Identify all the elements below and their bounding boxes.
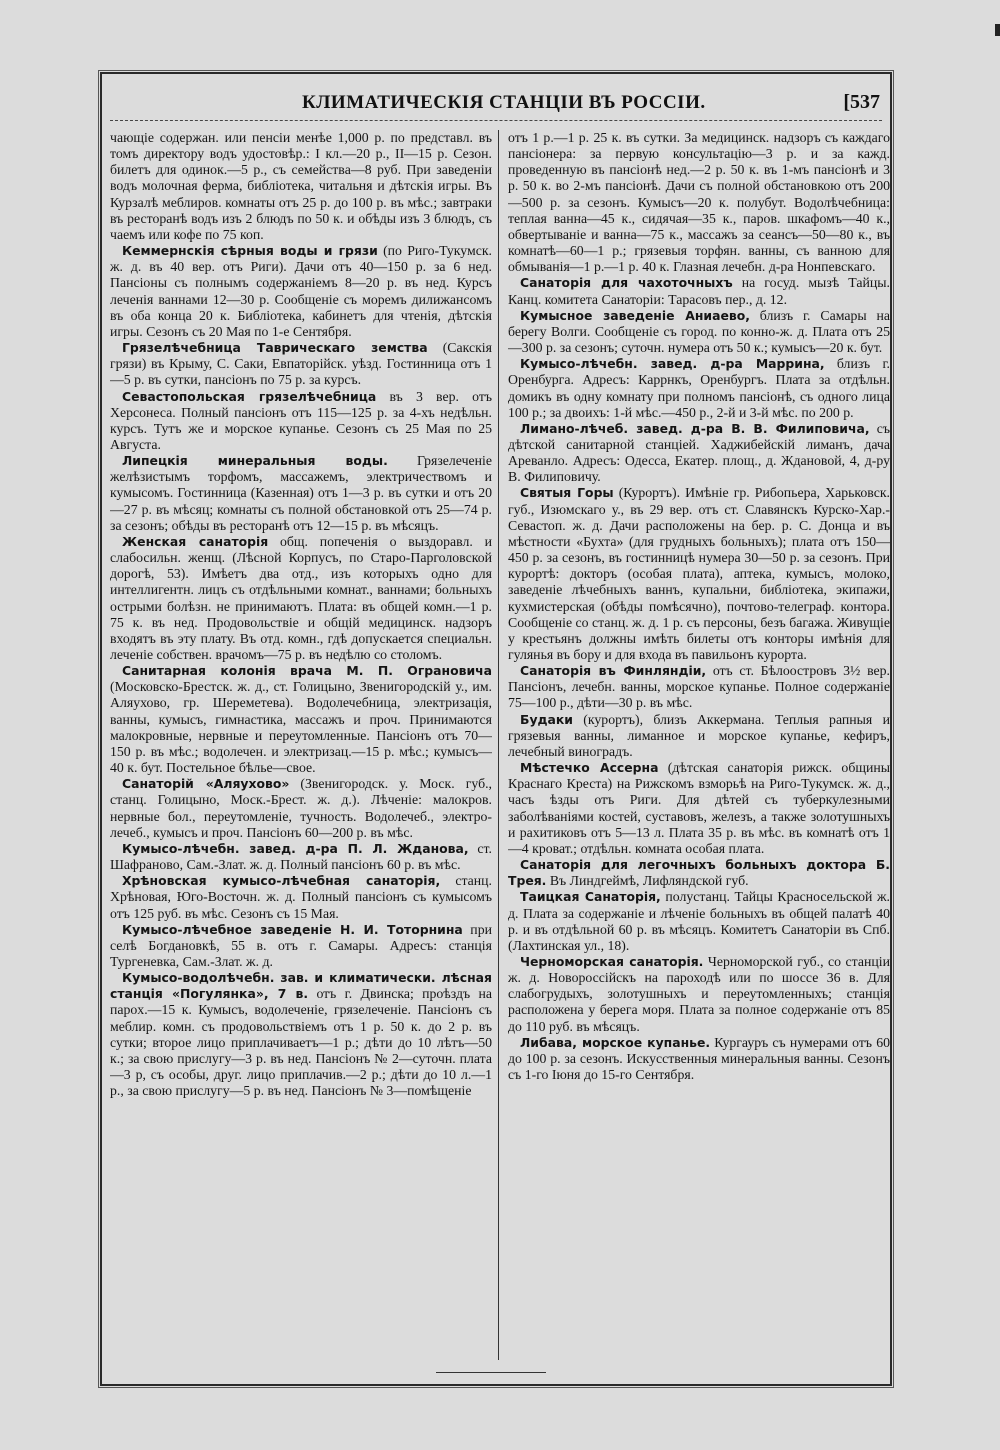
entry-title: Хрѣновская кумысо-лѣчебная санаторія, xyxy=(122,873,441,889)
entry xyxy=(508,275,890,307)
entry xyxy=(110,663,492,776)
entry xyxy=(508,663,890,711)
page-number: [537 xyxy=(843,91,880,113)
entry-text: полустанц. Тайцы Красносельской ж. д. Плата за содержаніе и лѣченіе больныхъ въ общей палатѣ 40 р. и въ отдѣльной 60 р. въ мѣсяцъ. Комитетъ Санаторіи въ Спб. (Лахтинская ул., 18). xyxy=(508,889,890,953)
entry-text: при селѣ Богдановкѣ, 55 в. отъ г. Самары. Адресъ: станція Тургеневка, Сам.-Злат. ж. д. xyxy=(110,921,492,969)
entry-title: Кумысное заведеніе Аниаево, xyxy=(520,307,750,323)
entry-title: Либава, морское купанье. xyxy=(520,1034,711,1050)
entry-text: отъ г. Двинска; проѣздъ на пароx.—15 к. Кумысъ, водолеченіе, грязелеченіе. Пансіонъ съ меблир. комн. съ продовольствіемъ отъ 1 р. 50 к. до 2 р. въ сутки; второе лицо приплачиваетъ—1 р.; дѣти до 10 лѣтъ—50 к.; за свою прислугу—3 р. въ нед. Пансіонъ № 2—суточн. плата—3 р, съ особы, друг. лицо приплачив.—2 р.; дѣти до 10 л.—1 р., за свою прислугу—5 р. въ нед. Пансіонъ № 3—помѣщеніе xyxy=(110,986,492,1099)
entry-title: Черноморская санаторія. xyxy=(520,953,704,969)
entry-text: Кургауръ съ нумерами отъ 60 до 100 р. за сезонъ. Искусственныя минеральныя ванны. Сезонъ съ 1-го Іюня до 15-го Сентября. xyxy=(508,1034,890,1083)
entry xyxy=(110,340,492,388)
entry xyxy=(110,243,492,340)
entry-title: Святыя Горы xyxy=(520,485,614,501)
page-frame xyxy=(100,72,892,1386)
entry xyxy=(508,1035,890,1083)
entry-text: близъ г. Оренбурга. Адресъ: Каррнкъ, Оренбургъ. Плата за отдѣльн. домикъ въ одну комнату при полномъ пансіонѣ, съ одного лица 100 р.; за двоихъ: 1-й мѣс.—450 р., 2-й и 3-й мѣс. по 200 р. xyxy=(508,356,890,420)
entry-title: Женская санаторія xyxy=(122,533,269,549)
entry-text: станц. Хрѣновая, Юго-Восточн. ж. д. Полный пансіонъ съ кумысомъ отъ 125 руб. въ мѣс. Сезонъ съ 15 Мая. xyxy=(110,873,492,921)
entry-text: на госуд. мызѣ Тайцы. Канц. комитета Санаторіи: Тарасовъ пер., д. 12. xyxy=(508,275,890,307)
entry-title: Таицкая Санаторія, xyxy=(520,889,661,905)
entry-title: Кумысо-лѣчебн. завед. д-ра П. Л. Жданова, xyxy=(122,840,469,856)
entry xyxy=(508,857,890,889)
entry xyxy=(508,130,890,275)
bottom-rule xyxy=(436,1372,546,1373)
entry-text: чающіе содержан. или пенсіи менѣе 1,000 р. по представл. въ томъ директору водъ удостовѣр.: I кл.—20 р., II—15 р. Сезон. билетъ для одинок.—5 р., съ семействa—8 руб. При заведеніи водъ молочная ферма, библіотека, читальня и дѣтскія игры. Въ Курзалѣ меблиров. комнаты отъ 25 р. до 100 р. въ мѣс.; завтраки въ ресторанѣ водъ изъ 2 блюдъ по 50 к. и обѣды изъ 3 блюдъ, съ чаемъ или кофе по 75 коп. xyxy=(110,130,492,242)
entry xyxy=(508,421,890,486)
entry-text: отъ ст. Бѣлоостровъ 3½ вер. Пансіонъ, лечебн. ванны, морское купанье. Полное содержаніе 75—100 р., дѣти—30 р. въ мѣс. xyxy=(508,663,890,711)
entry xyxy=(508,760,890,857)
entry-title: Санаторія въ Финляндіи, xyxy=(520,663,707,679)
entry-title: Липецкія минеральныя воды. xyxy=(122,453,388,469)
entry xyxy=(110,130,492,243)
entry xyxy=(110,873,492,921)
entry-title: Кеммернскія сѣрныя воды и грязи xyxy=(122,243,378,259)
entry-title: Кумысо-лѣчебное заведеніе Н. И. Тоторнина xyxy=(122,921,463,937)
entry xyxy=(508,889,890,954)
entry xyxy=(508,308,890,356)
entry xyxy=(110,389,492,454)
entry-text: (дѣтская санаторія рижск. общины Краснаго Креста) на Рижскомъ взморьѣ на Риго-Тукумск. ж. д., часъ ѣзды отъ Риги. Для дѣтей съ туберкулезными заболѣваніями костей, суставовъ, железъ, а также золотушныхъ и рахитиковъ отъ 5—13 л. Плата 35 р. въ мѣс. въ комнатѣ отъ 1—4 кроват.; отдѣльн. комната особая плата. xyxy=(508,760,890,856)
right-column xyxy=(508,130,890,1365)
entry-title: Лимано-лѣчеб. завед. д-ра В. В. Филиповича, xyxy=(520,420,870,436)
entry xyxy=(508,485,890,663)
entry-title: Кумысо-лѣчебн. завед. д-ра Маррина, xyxy=(520,356,825,372)
entry-title: Санитарная колонія врача М. П. Ограновича xyxy=(122,663,492,679)
entry-title: Мѣстечко Ассерна xyxy=(520,760,659,776)
entry-text: (Московско-Брестск. ж. д., ст. Голицыно, Звенигородскій у., им. Аляухово, гр. Шереметева). Водолечебница, электризація, ванны, кумысъ, гимнастика, массажъ и проч. Принимаются малокровные, нервные и переутомленные. Пансіонъ отъ 70—150 р. въ мѣс.; водолечен. и электризац.—15 р. мѣс.; кумысъ—40 к. бут. Постельное бѣлье—свое. xyxy=(110,679,492,776)
entry xyxy=(508,356,890,421)
entry-text: Въ Линдгеймѣ, Лифляндской губ. xyxy=(546,873,749,889)
entry xyxy=(110,453,492,534)
entry-title: Будаки xyxy=(520,711,573,727)
entry xyxy=(110,841,492,873)
entry-text: (по Риго-Тукумск. ж. д. въ 40 вер. отъ Риги). Дачи отъ 40—150 р. за 6 нед. Пансіоны съ полнымъ содержаніемъ 8—20 р. въ нед. Курсъ леченія ваннами 12—30 р. Сообщеніе съ моремъ дилижансомъ въ оба конца 20 к. Библіотека, кабинетъ для чтенія, дѣтскія игры. Сезонъ съ 20 Мая по 1-е Сентября. xyxy=(110,243,492,339)
running-title: КЛИМАТИЧЕСКІЯ СТАНЦІИ ВЪ РОССІИ. xyxy=(302,92,706,113)
entry-text: съ дѣтской санитарной станціей. Хаджибейскій лиманъ, дача Ареванло. Адресъ: Одесса, Екатер. площ., д. Ждановой, 4, д-ру В. Филиповичу. xyxy=(508,420,890,485)
entry xyxy=(508,954,890,1035)
entry-title: Санаторія для легочныхъ больныхъ доктора Б. Трея. xyxy=(508,857,890,889)
entry-title: Санаторія для чахоточныхъ xyxy=(520,275,733,291)
entry-text: ст. Шафраново, Сам.-Злат. ж. д. Полный пансіонъ 60 р. въ мѣс. xyxy=(110,840,492,873)
entry xyxy=(110,776,492,841)
entry xyxy=(110,534,492,663)
entry-text: Грязелеченіе желѣзистымъ торфомъ, массажемъ, электричествомъ и кумысомъ. Гостинница (Казенная) отъ 1—3 р. въ сутки и отъ 20—27 р. въ мѣсяц; комнаты съ полной обстановкой отъ 25—74 р. за сезонъ; обѣды въ ресторанѣ отъ 12—15 р. въ мѣсяцъ. xyxy=(110,453,492,533)
column-divider xyxy=(498,130,499,1360)
entry-text: въ 3 вер. отъ Херсонеса. Полный пансіонъ отъ 115—125 р. за 4-хъ недѣльн. курсъ. Тутъ же и морское купанье. Сезонъ съ 25 Мая по 25 Августа. xyxy=(110,388,492,452)
entry-text: (Сакскія грязи) въ Крыму, С. Саки, Евпаторійск. уѣзд. Гостинница отъ 1—5 р. въ сутки, пансіонъ по 75 р. за курсъ. xyxy=(110,340,492,388)
entry-title: Грязелѣчебница Таврическаго земства xyxy=(122,340,428,356)
entry-text: отъ 1 р.—1 р. 25 к. въ сутки. За медицинск. надзоръ съ каждаго пансіонера: за первую консультацію—3 р. и за кажд. проведенную въ пансіонѣ нед.—2 р. 50 к. въ 1-мъ пансіонѣ и 3 р. 50 к. во 2-мъ пансіонѣ. Дачи съ полной обстановкою отъ 200—500 р. за сезонъ. Кумысъ—20 к. полубут. Водолѣчебница: теплая ванна—45 к., сидячая—35 к., паров. шкафомъ—40 к., обвертываніе и ванна—75 к., массажъ за сеансъ—50—80 к., въ комнатѣ—60—1 р.; грязевыя торфян. ванны, съ ванною для обмыванія—1 р.—1 р. 40 к. Глазная лечебн. д-ра Нонпевскаго. xyxy=(508,130,890,275)
entry xyxy=(508,712,890,760)
edge-mark xyxy=(995,24,1000,36)
entry-text: (Звенигородск. у. Моск. губ., станц. Голицыно, Моск.-Брест. ж. д.). Лѣченіе: малокров. нервные бол., переутомленіе, тучность. Водолечеб., электро-лечеб., кумысъ и проч. Пансіонъ 60—200 р. въ мѣс. xyxy=(110,776,492,840)
entry xyxy=(110,970,492,1099)
header-rule xyxy=(110,120,882,129)
entry-text: (курортъ), близъ Аккермана. Теплыя рапныя и грязевыя ванны, лиманное и морское купанье, кефиръ, лечебный виноградъ. xyxy=(508,711,890,759)
entry xyxy=(110,922,492,970)
entry-text: Черноморской губ., со станціи ж. д. Новороссійскъ на пароходѣ или по шоссе 36 в. Для слабогрудыхъ, золотушныхъ и переутомленныхъ; станція расположена у берега моря. Плата за полное содержаніе отъ 85 до 110 руб. въ мѣсяцъ. xyxy=(508,953,890,1034)
entry-text: (Курортъ). Имѣніе гр. Рибопьера, Харьковск. губ., Изюмскаго у., въ 29 вер. отъ ст. Славянскъ Курско-Хар.-Севастоп. ж. д. Дачи расположены на бер. р. С. Донца и въ мѣстности «Бухта» (для грудныхъ больныхъ); плата отъ 150—450 р. за сезонъ, въ гостинницѣ нумера 30—50 р. за сезонъ. При курортѣ: докторъ (особая плата), аптека, кумысъ, молоко, заведеніе лѣчебныхъ ваннъ, купальни, библіотека, экипажи, кухмистерская (обѣды помѣсячно), почтово-телеграф. контора. Сообщеніе со станц. ж. д. 1 р. съ персоны, безъ багажа. Живущіе у крестьянъ должны имѣть билеты отъ конторы имѣнія для гулянья въ бору и для входа въ павильонъ курорта. xyxy=(508,485,890,662)
entry-title: Севастопольская грязелѣчебница xyxy=(122,388,377,404)
entry-title: Кумысо-водолѣчебн. зав. и климатически. лѣсная станція «Погулянка», 7 в. xyxy=(110,970,492,1002)
entry-title: Санаторій «Аляухово» xyxy=(122,776,290,792)
left-column xyxy=(110,130,492,1365)
page-header xyxy=(102,74,890,122)
entry-text: близъ г. Самары на берегу Волги. Сообщеніе съ город. по конно-ж. д. Плата отъ 25—300 р. за сезонъ; суточн. нумера отъ 50 к.; кумысъ—20 к. бут. xyxy=(508,307,890,356)
entry-text: общ. попеченія о выздоравл. и слабосильн. женщ. (Лѣсной Корпусъ, по Старо-Парголовской дорогѣ, 53). Имѣетъ два отд., изъ которыхъ одно для интеллигентн. лицъ съ отдѣльными комнат., ваннами; больныхъ острыми болѣзн. не принимаютъ. Плата: въ общей комн.—1 р. 75 к. въ нед. Продовольствіе и общій медицинск. надзоръ входятъ въ эту плату. Въ отд. комн., гдѣ допускается специальн. леченіе собствен. врачомъ—75 р. въ недѣлю со столомъ. xyxy=(110,533,492,662)
